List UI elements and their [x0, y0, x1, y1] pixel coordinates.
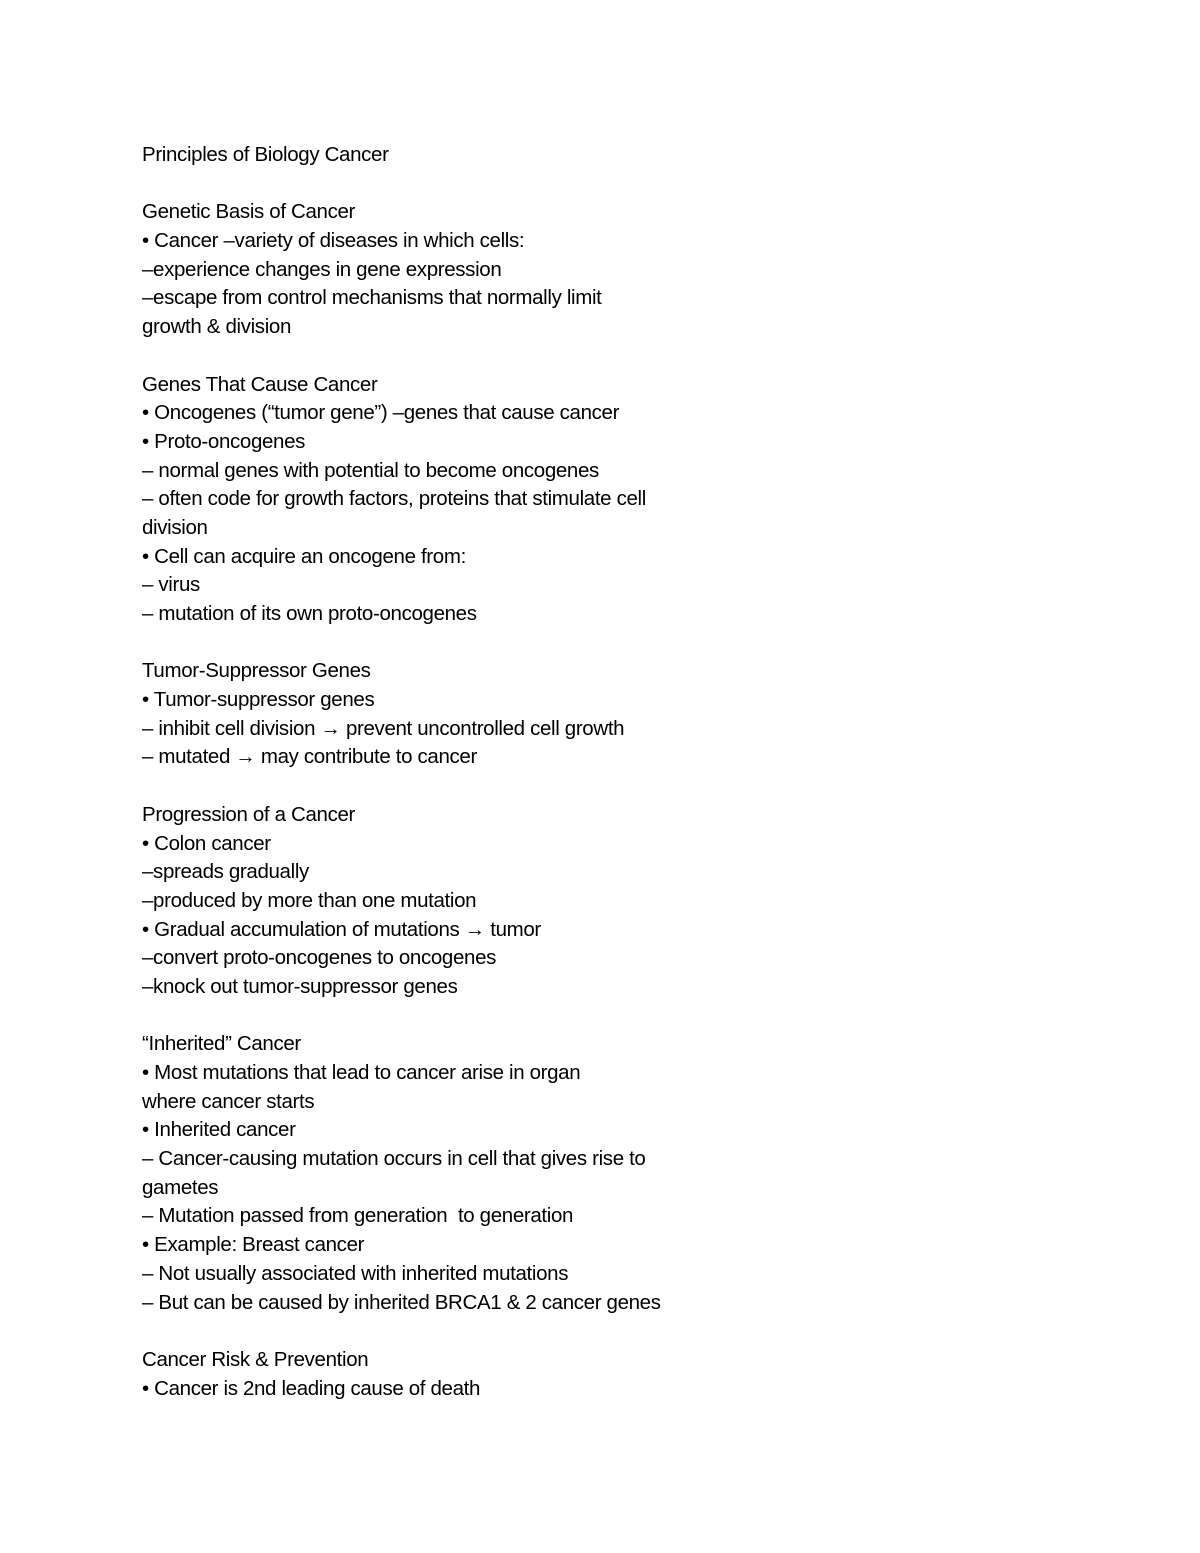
spacer [142, 1002, 1142, 1031]
text-line: – normal genes with potential to become oncogenes [142, 458, 599, 482]
text-line: –spreads gradually [142, 860, 309, 884]
text-line: • Tumor-suppressor genes [142, 688, 375, 712]
text-line: • Proto-oncogenes [142, 429, 306, 453]
spacer [142, 1317, 1142, 1346]
text-line: –experience changes in gene expression [142, 257, 502, 281]
document-page [142, 141, 1142, 1403]
text-line: growth & division [142, 315, 292, 339]
text-line: – Cancer-causing mutation occurs in cell that gives rise to [142, 1147, 646, 1171]
text-line: –produced by more than one mutation [142, 888, 477, 912]
section-heading: Tumor-Suppressor Genes [142, 659, 371, 683]
text-line: where cancer starts [142, 1089, 315, 1113]
spacer [142, 170, 1142, 199]
text-line: –convert proto-oncogenes to oncogenes [142, 946, 497, 970]
text-line: – Not usually associated with inherited mutations [142, 1261, 569, 1285]
text-line: • Colon cancer [142, 831, 271, 855]
spacer [142, 629, 1142, 658]
text-line: – mutated → may contribute to cancer [142, 745, 477, 769]
text-line: – mutation of its own proto-oncogenes [142, 602, 477, 625]
spacer [142, 772, 1142, 801]
text-line: –escape from control mechanisms that normally limit [142, 286, 602, 310]
section-heading: “Inherited” Cancer [142, 1032, 301, 1056]
text-line: • Inherited cancer [142, 1118, 296, 1142]
text-line: – But can be caused by inherited BRCA1 & 2 cancer genes [142, 1290, 661, 1314]
text-line: • Cell can acquire an oncogene from: [142, 544, 466, 568]
section-heading: Progression of a Cancer [142, 802, 356, 826]
section-heading: Genes That Cause Cancer [142, 372, 378, 396]
text-line: gametes [142, 1175, 219, 1199]
spacer [142, 342, 1142, 371]
text-line: • Oncogenes (“tumor gene”) –genes that cause cancer [142, 401, 620, 425]
text-line: • Gradual accumulation of mutations → tumor [142, 917, 541, 941]
section-heading: Genetic Basis of Cancer [142, 200, 355, 224]
text-line: – Mutation passed from generation to generation [142, 1204, 574, 1228]
text-line: • Most mutations that lead to cancer arise in organ [142, 1061, 581, 1084]
text-line: – often code for growth factors, proteins that stimulate cell [142, 487, 646, 511]
text-line: • Cancer is 2nd leading cause of death [142, 1376, 481, 1400]
text-line: • Example: Breast cancer [142, 1233, 365, 1257]
text-line: division [142, 515, 208, 539]
text-line: – virus [142, 573, 200, 597]
text-line: –knock out tumor-suppressor genes [142, 974, 458, 998]
text-line: • Cancer –variety of diseases in which cells: [142, 229, 525, 253]
text-line: – inhibit cell division → prevent uncontrolled cell growth [142, 716, 625, 740]
section-heading: Cancer Risk & Prevention [142, 1347, 369, 1371]
document-title: Principles of Biology Cancer [142, 143, 389, 166]
